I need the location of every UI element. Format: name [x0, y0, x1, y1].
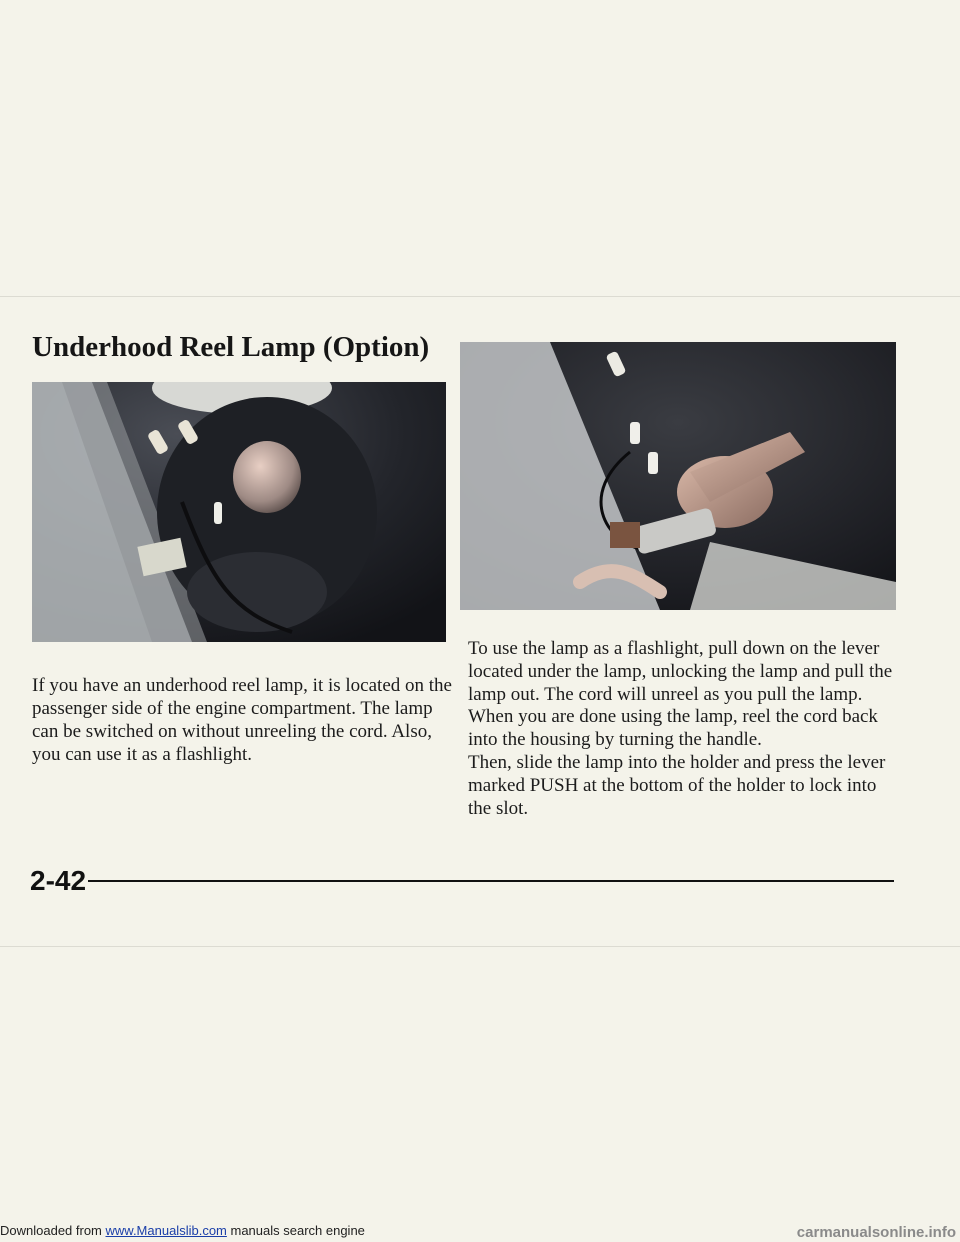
top-divider [0, 296, 960, 297]
store-lamp-paragraph: Then, slide the lamp into the holder and press the lever marked PUSH at the bottom of the holder to lock into the slot. [468, 752, 886, 819]
download-suffix: manuals search engine [226, 1223, 365, 1238]
flashlight-use-illustration [460, 342, 896, 610]
flashlight-instructions-paragraph: To use the lamp as a flashlight, pull down on the lever located under the lamp, unlocking the lamp and pull the lamp out. The cord will unreel as you pull the lamp. [468, 638, 893, 705]
page-number: 2-42 [30, 865, 87, 896]
section-title: Underhood Reel Lamp (Option) [32, 331, 430, 363]
bottom-divider [0, 946, 960, 947]
footer-rule [88, 880, 894, 882]
reel-lamp-illustration [32, 382, 446, 642]
reel-back-paragraph: When you are done using the lamp, reel the cord back into the housing by turning the handle. [468, 706, 878, 750]
download-prefix: Downloaded from [0, 1223, 106, 1238]
reel-lamp-photo [32, 382, 446, 642]
site-watermark: carmanualsonline.info [796, 1224, 956, 1241]
manualslib-link[interactable]: www.Manualslib.com [105, 1223, 227, 1238]
intro-paragraph: If you have an underhood reel lamp, it is located on the passenger side of the engine compartment. The lamp can be switched on without unreeling the cord. Also, you can use it as a flashlight. [32, 675, 452, 765]
flashlight-use-photo [460, 342, 896, 610]
